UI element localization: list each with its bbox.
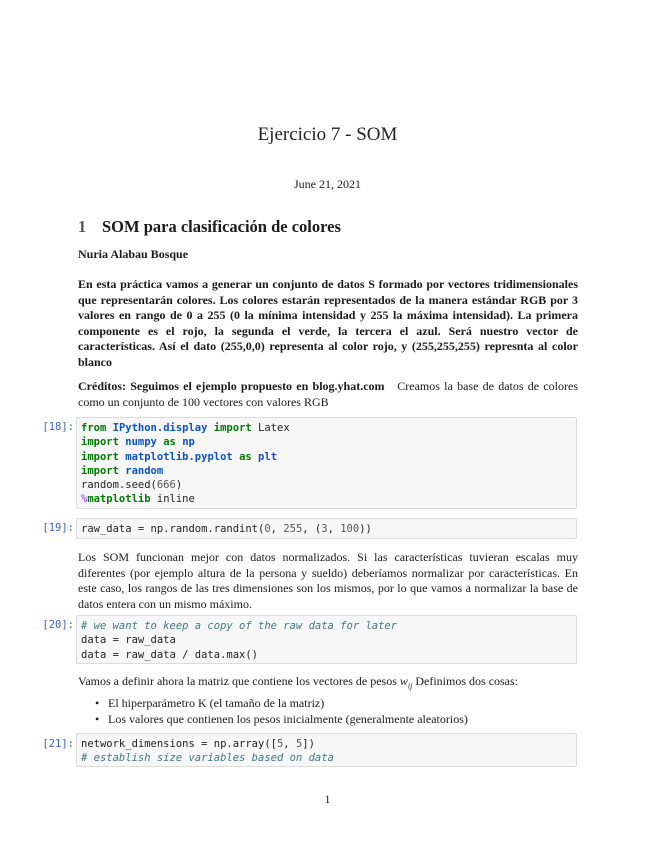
code-line: %matplotlib inline — [81, 493, 195, 506]
code-cell-normalize[interactable] — [76, 615, 577, 664]
section-title: SOM para clasificación de colores — [102, 217, 341, 236]
code-number: 3 — [321, 523, 328, 535]
code-magic: % — [81, 493, 88, 506]
code-cell-raw-data[interactable] — [76, 518, 577, 539]
code-cell-imports[interactable] — [76, 417, 577, 509]
code-keyword: import — [81, 436, 119, 449]
credits-text: Creamos la base de datos de colores como un conjunto de 100 vectores con valores RGB — [78, 379, 578, 409]
code-number: 255 — [283, 523, 303, 535]
cell-prompt: [19]: — [42, 522, 74, 534]
code-line — [81, 436, 195, 448]
document-title: Ejercicio 7 - SOM — [257, 124, 398, 145]
cell-prompt: [21]: — [42, 738, 74, 750]
code-line: data = raw_data — [81, 634, 176, 647]
weights-text-after: Definimos dos cosas: — [412, 674, 519, 688]
list-item: • El hiperparámetro K (el tamaño de la matriz) — [108, 695, 608, 711]
code-keyword: import — [213, 422, 252, 434]
code-number: 5 — [276, 738, 284, 750]
code-comment: # we want to keep a copy of the raw data for later — [81, 620, 398, 632]
weights-math: w — [399, 674, 408, 688]
intro-paragraph: En esta práctica vamos a generar un conjunto de datos S formado por vectores tridimensionales que representarán colores. Los colores estarán representados de la manera estándar RGB por 3 valores en rango de 0 a 255 (0 la mínima intensidad y 255 la máxima intensidad). La primera componente es el rojo, la segunda el verde, la tercera el azul. Será nuestro vector de características. Así el dato (255,0,0) representa al color rojo, y (255,255,255) represnta al color blanco — [78, 277, 578, 369]
weights-text-before: Vamos a definir ahora la matriz que contiene los vectores de pesos — [78, 674, 400, 688]
code-module: IPython.display — [112, 422, 208, 434]
code-line: from IPython.display import Latex — [81, 422, 290, 434]
code-keyword: from — [81, 422, 107, 434]
normalize-paragraph: Los SOM funcionan mejor con datos normalizados. Si las características tuvieran escalas muy diferentes (por ejemplo altura de la persona y sueldo) deberíamos normalizar por características. En este caso, los rangos de las tres dimensiones son los mismos, por lo que vamos a normalizar la base de datos entera con un mismo máximo. — [78, 550, 578, 611]
code-module: plt — [258, 450, 278, 463]
cell-prompt: [20]: — [42, 619, 74, 631]
code-line: random.seed(666) — [81, 479, 183, 492]
code-module: numpy — [125, 436, 157, 449]
code-number: 5 — [295, 738, 303, 750]
code-keyword: as — [239, 450, 252, 463]
code-keyword: import — [81, 450, 119, 463]
code-line — [81, 451, 277, 463]
code-line — [81, 465, 163, 477]
weights-paragraph — [78, 674, 578, 694]
cell-prompt: [18]: — [42, 421, 74, 433]
code-keyword: as — [163, 436, 176, 449]
code-number: 666 — [156, 479, 176, 492]
credits-bold: Créditos: Seguimos el ejemplo propuesto en blog.yhat.com — [78, 379, 385, 393]
bullet-list — [78, 695, 608, 727]
author-name: Nuria Alabau Bosque — [78, 247, 189, 261]
code-line: network_dimensions = np.array([5, 5]) — [81, 738, 315, 750]
code-module: np — [182, 436, 195, 449]
weights-math-subscript: ij — [407, 681, 413, 691]
code-line: raw_data = np.random.randint(0, 255, (3, 100)) — [81, 523, 372, 535]
code-number: 100 — [340, 523, 360, 535]
code-keyword: matplotlib — [87, 493, 151, 506]
section-heading — [78, 217, 341, 237]
credits-paragraph — [78, 379, 578, 410]
code-number: 0 — [264, 523, 271, 535]
code-line: data = raw_data / data.max() — [81, 648, 259, 661]
document-date: June 21, 2021 — [294, 177, 361, 191]
list-item: • Los valores que contienen los pesos inicialmente (generalmente aleatorios) — [108, 711, 608, 727]
code-comment: # establish size variables based on data — [81, 752, 334, 765]
code-cell-network-dimensions[interactable] — [76, 733, 577, 767]
code-keyword: import — [81, 464, 119, 477]
page-number: 1 — [324, 792, 331, 806]
code-module: matplotlib.pyplot — [125, 450, 233, 463]
code-module: random — [125, 464, 164, 477]
section-number: 1 — [78, 217, 87, 236]
